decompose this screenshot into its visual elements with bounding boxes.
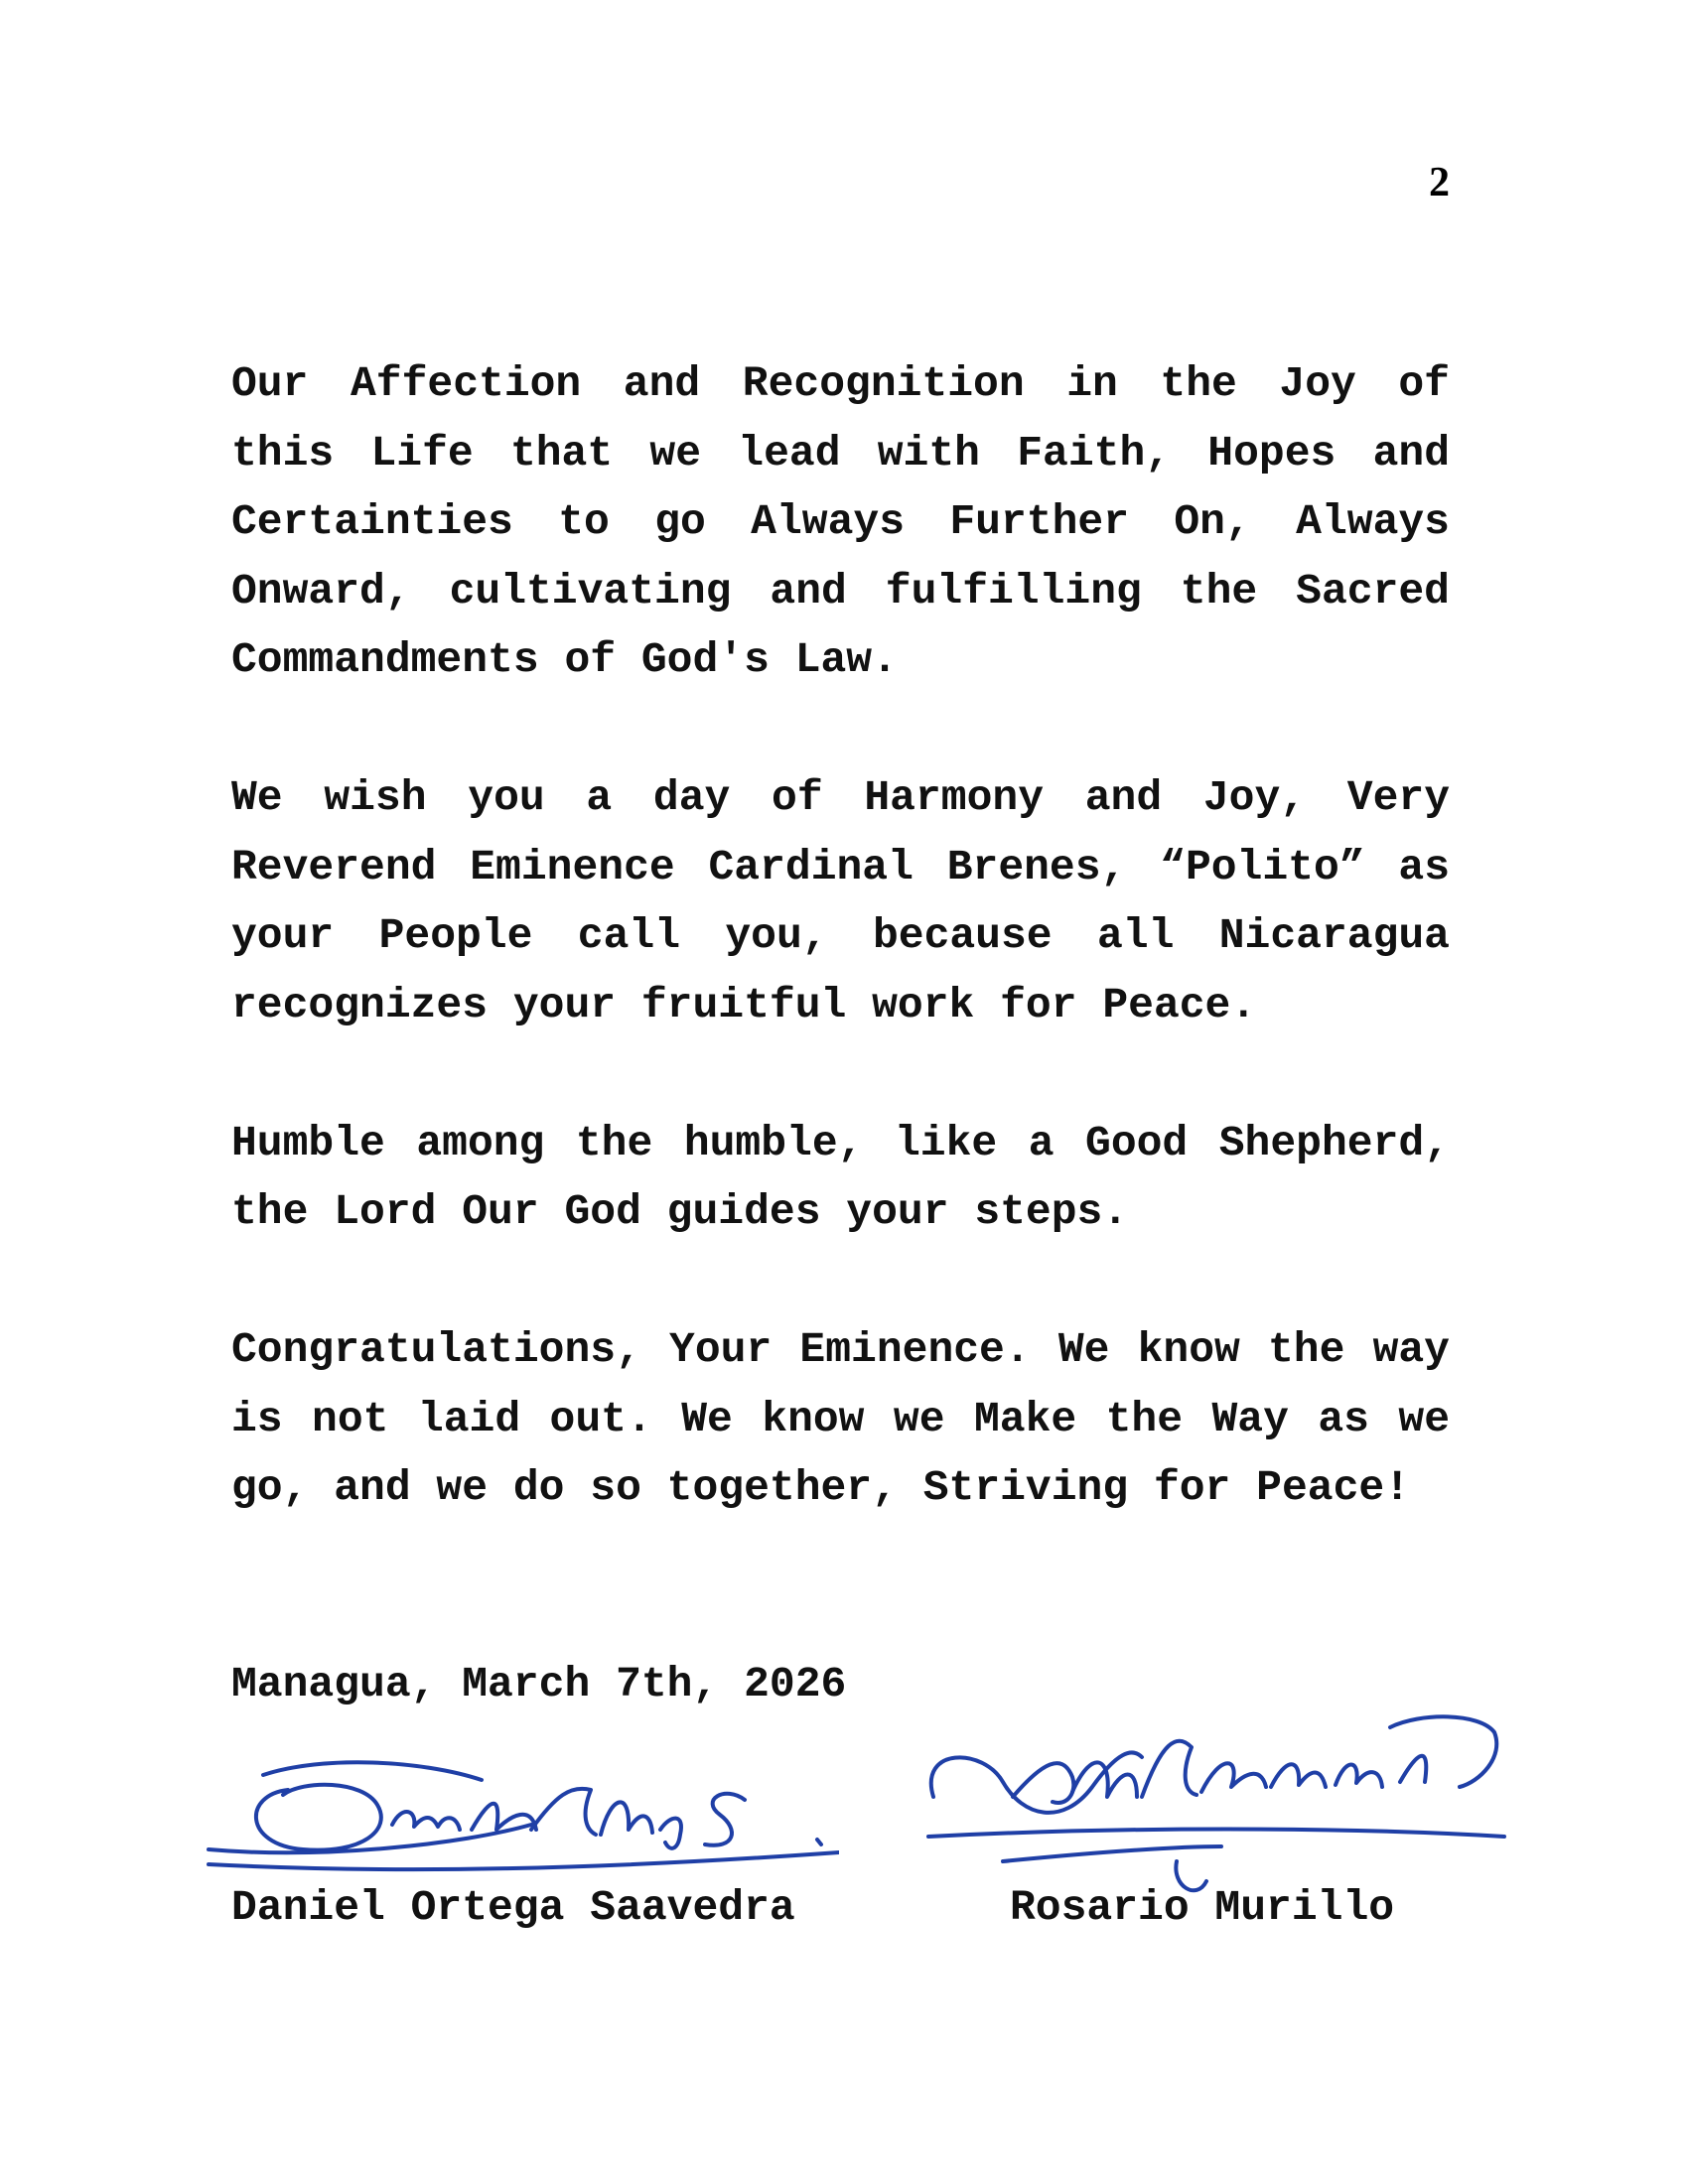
signature-left [204, 1735, 839, 1884]
signatory-name-rosario-murillo: Rosario Murillo [1010, 1883, 1395, 1932]
paragraph-humble: Humble among the humble, like a Good Shepherd, the Lord Our God guides your steps. [231, 1118, 1450, 1236]
page-number: 2 [1429, 160, 1450, 205]
paragraph-affection: Our Affection and Recognition in the Joy of this Life that we lead with Faith, Hopes and Certainties to go Always Further On, Always Onward, cultivating and fulfilling the Sacred Commandments of God's Law. [231, 359, 1450, 684]
signatory-name-daniel-ortega: Daniel Ortega Saavedra [231, 1883, 795, 1932]
signature-right [923, 1688, 1519, 1916]
paragraph-wishes: We wish you a day of Harmony and Joy, Very Reverend Eminence Cardinal Brenes, “Polito” as your People call you, because all Nicaragua recognizes your fruitful work for Peace. [231, 773, 1450, 1029]
place-date: Managua, March 7th, 2026 [231, 1660, 847, 1708]
paragraph-congratulations: Congratulations, Your Eminence. We know the way is not laid out. We know we Make the Way as we go, and we do so together, Striving for Peace! [231, 1325, 1450, 1512]
letter-body [231, 349, 1450, 1591]
